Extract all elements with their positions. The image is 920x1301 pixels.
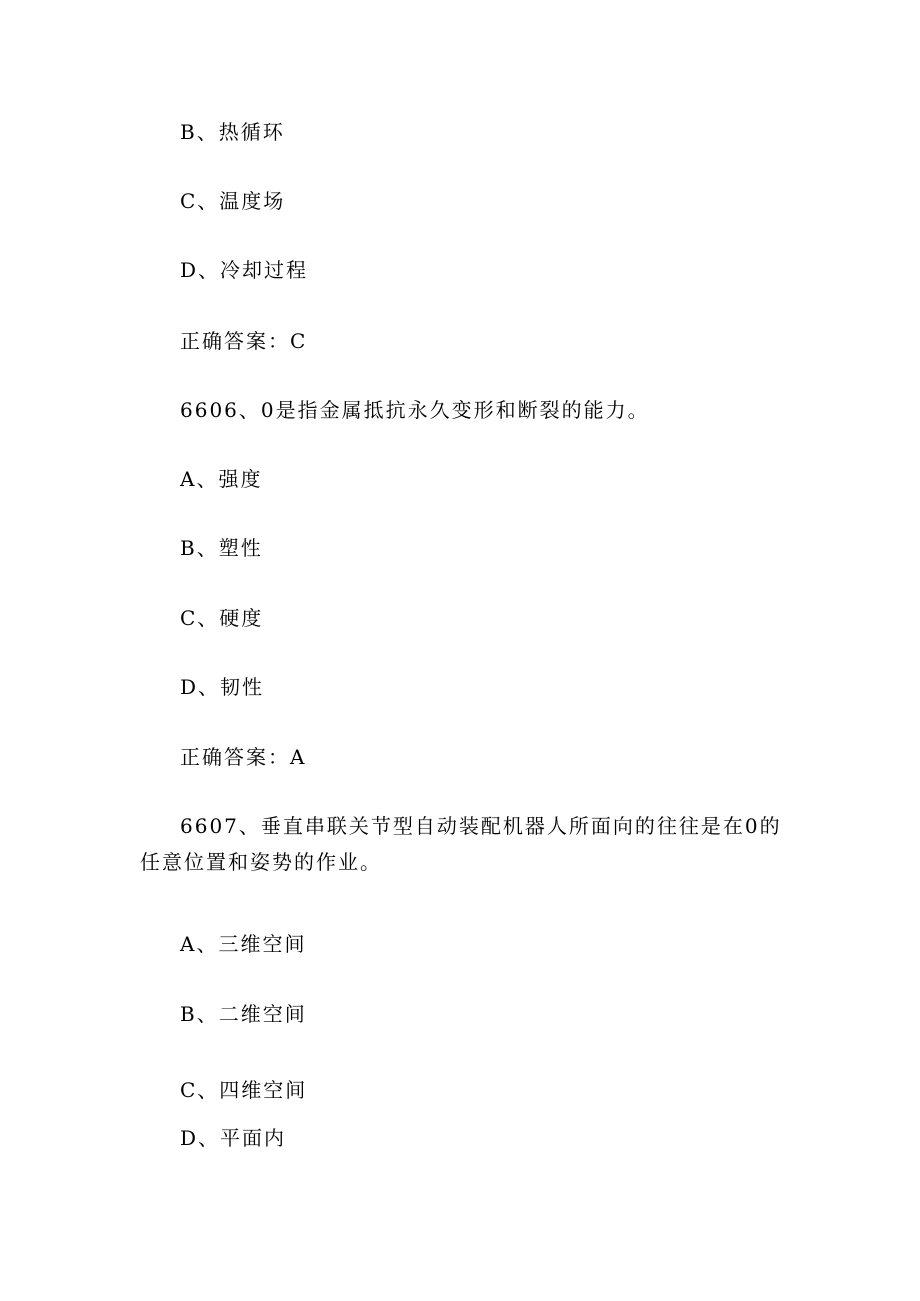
option-a-6606: A、强度 [180, 467, 263, 491]
answer-previous: 正确答案：C [180, 329, 308, 353]
question-6607: 6607、垂直串联关节型自动装配机器人所面向的往往是在0的任意位置和姿势的作业。 [140, 814, 782, 874]
option-b-previous: B、热循环 [180, 120, 285, 144]
option-c-previous: C、温度场 [180, 189, 286, 213]
option-d-6607: D、平面内 [180, 1126, 287, 1150]
question-6606: 6606、0是指金属抵抗永久变形和断裂的能力。 [180, 398, 650, 422]
option-a-6607: A、三维空间 [180, 932, 307, 956]
answer-6606: 正确答案：A [180, 745, 307, 769]
option-d-6606: D、韧性 [180, 675, 265, 699]
option-d-previous: D、冷却过程 [180, 258, 309, 282]
option-b-6607: B、二维空间 [180, 1002, 307, 1026]
option-c-6606: C、硬度 [180, 606, 264, 630]
option-b-6606: B、塑性 [180, 536, 263, 560]
option-c-6607: C、四维空间 [180, 1078, 308, 1102]
